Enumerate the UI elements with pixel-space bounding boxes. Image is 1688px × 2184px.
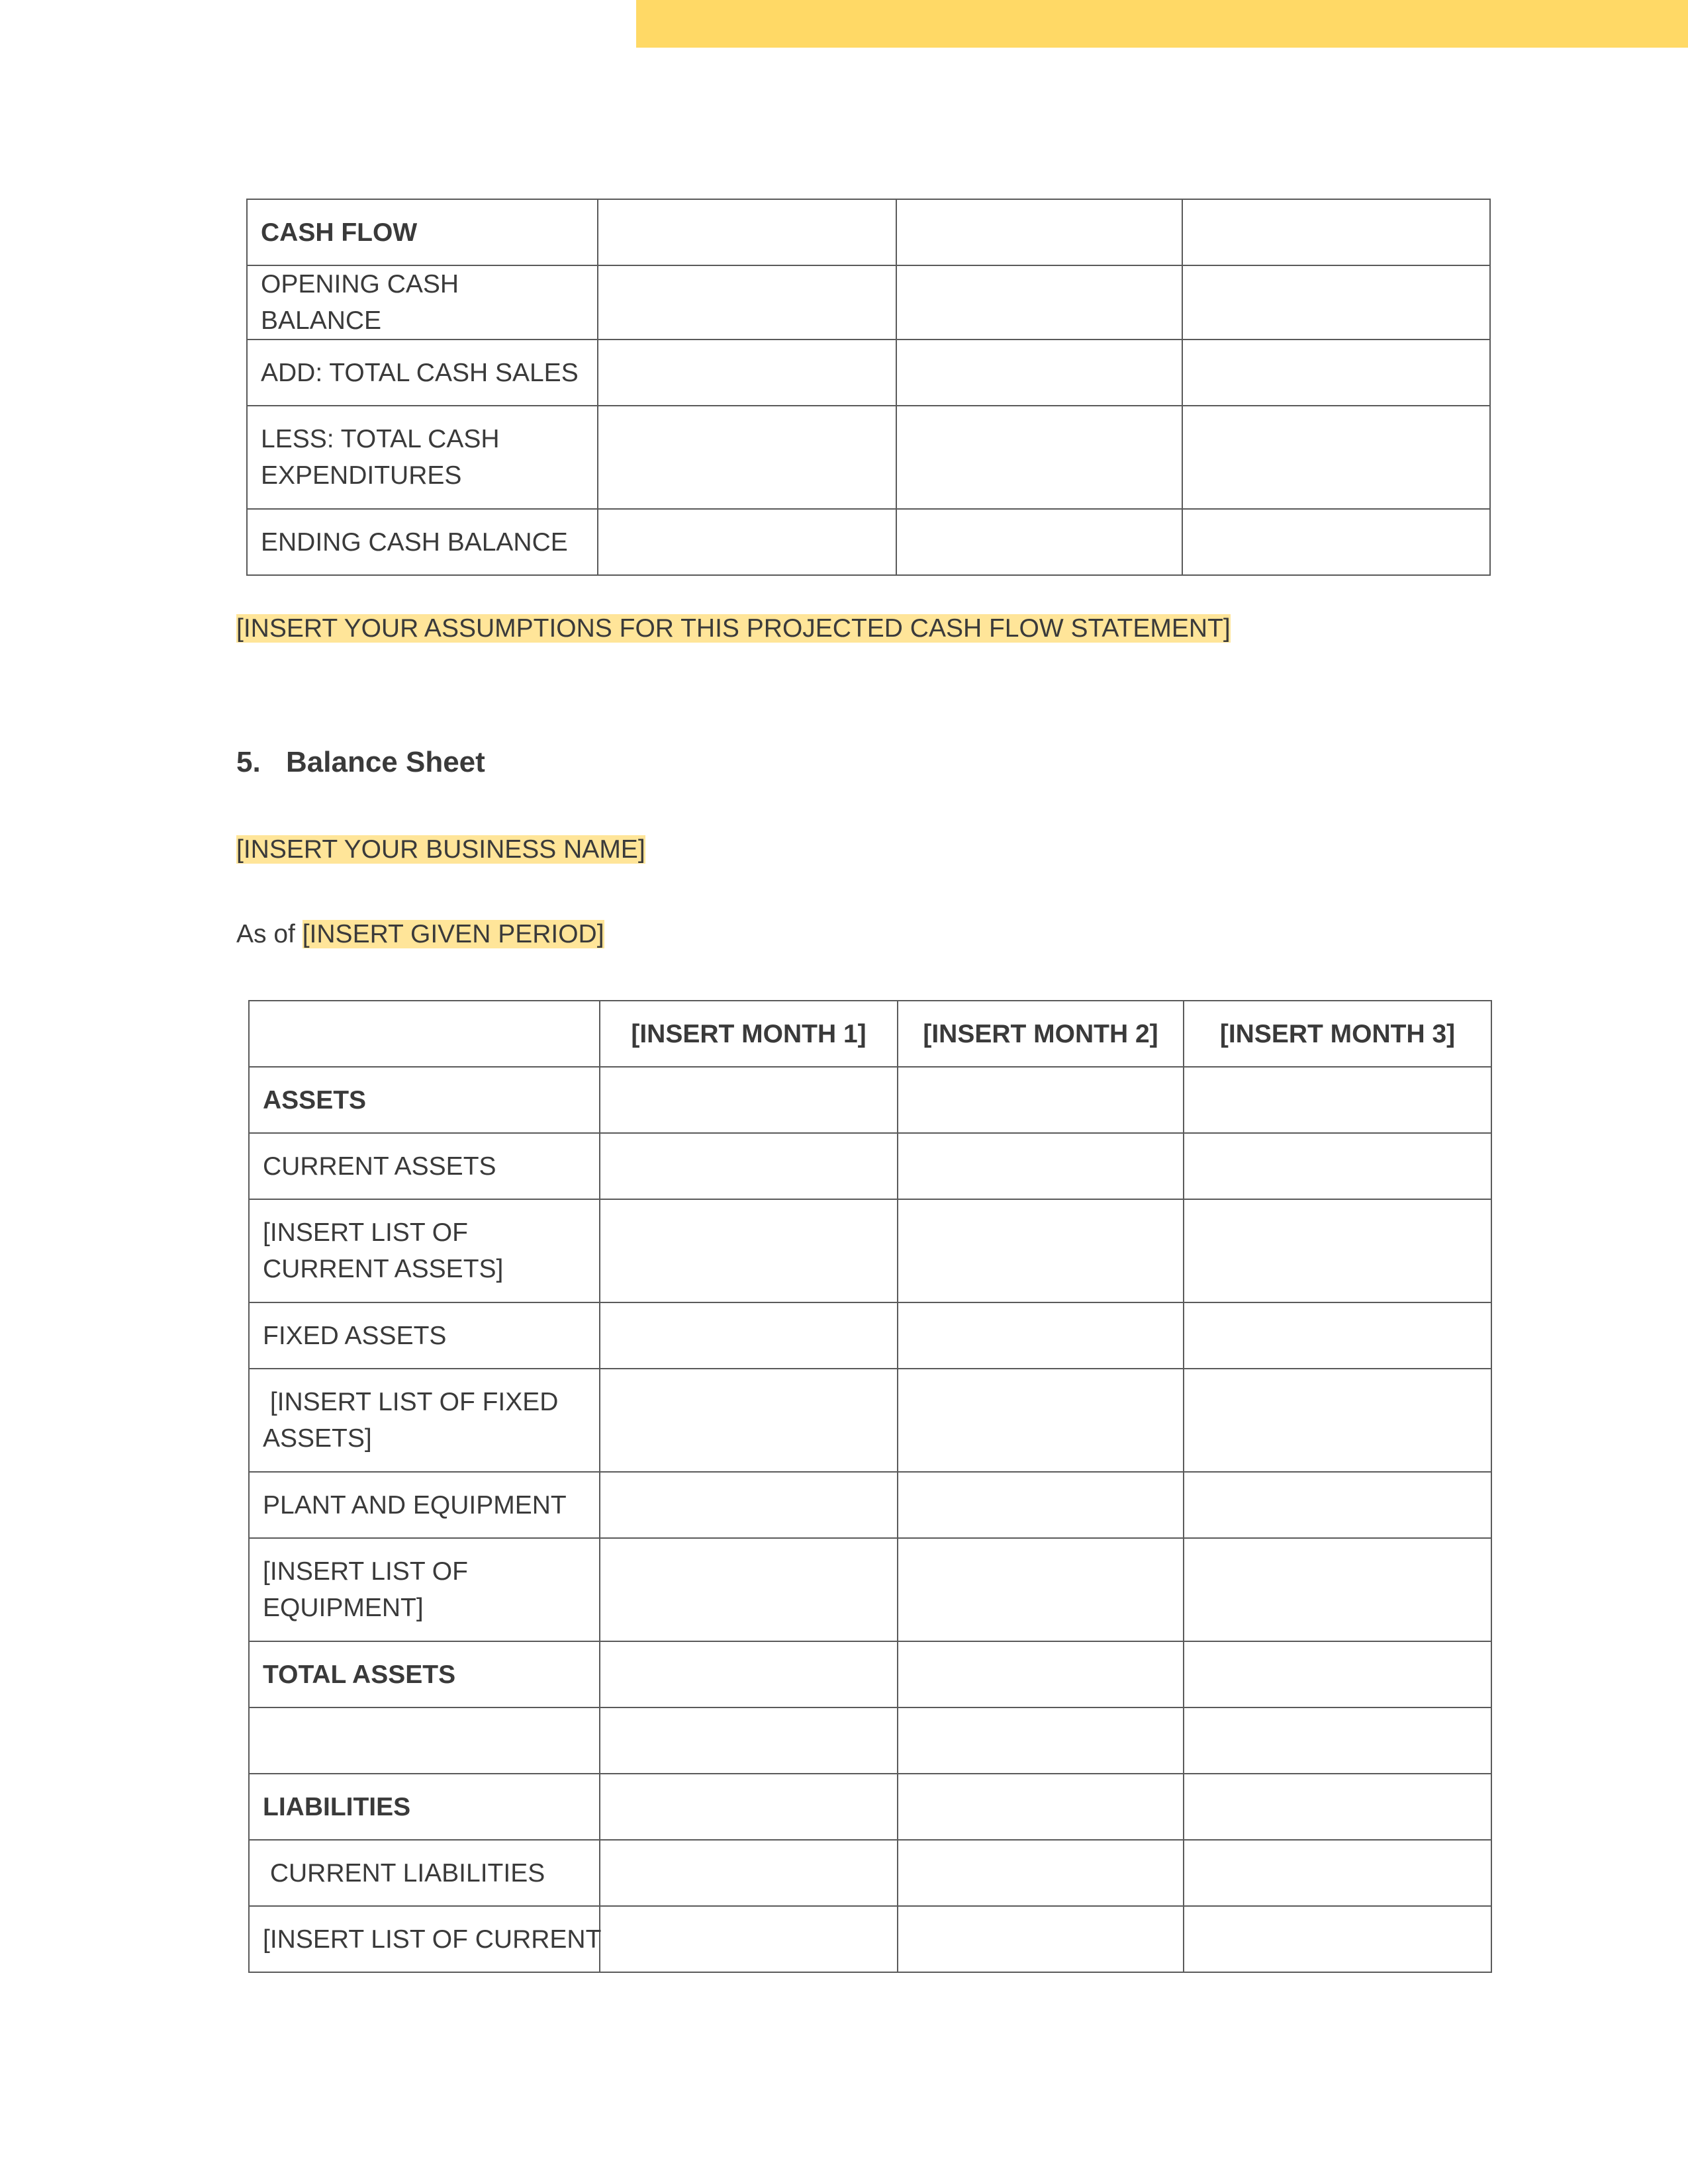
table-row: [249, 1067, 1491, 1133]
table-row: [249, 1369, 1491, 1472]
section-title: Balance Sheet: [286, 746, 485, 778]
row-label: ASSETS: [249, 1067, 600, 1133]
table-row: [249, 1472, 1491, 1538]
table-row: [247, 199, 1490, 265]
value-cell: [896, 340, 1182, 406]
value-cell: [1184, 1472, 1491, 1538]
row-label: PLANT AND EQUIPMENT: [249, 1472, 600, 1538]
value-cell: [600, 1199, 898, 1302]
value-cell: [598, 509, 896, 575]
table-row: [249, 1302, 1491, 1369]
row-label: FIXED ASSETS: [249, 1302, 600, 1369]
value-cell: [1184, 1906, 1491, 1972]
value-cell: [898, 1067, 1184, 1133]
value-cell: [898, 1906, 1184, 1972]
assumptions-placeholder: [236, 610, 1231, 647]
value-cell: [898, 1774, 1184, 1840]
table-row: [249, 1199, 1491, 1302]
value-cell: [1184, 1199, 1491, 1302]
value-cell: [898, 1133, 1184, 1199]
value-cell: [1184, 1133, 1491, 1199]
section-heading: [236, 744, 485, 780]
value-cell: [898, 1840, 1184, 1906]
table-row: [247, 406, 1490, 509]
value-cell: [1182, 509, 1490, 575]
cash-flow-table: [246, 199, 1491, 576]
value-cell: [896, 509, 1182, 575]
row-label: TOTAL ASSETS: [249, 1641, 600, 1707]
value-cell: [600, 1906, 898, 1972]
section-number: 5.: [236, 746, 261, 778]
value-cell: [1182, 340, 1490, 406]
value-cell: [600, 1538, 898, 1641]
value-cell: [898, 1369, 1184, 1472]
value-cell: [600, 1840, 898, 1906]
as-of-prefix: As of: [236, 920, 303, 948]
column-header: [INSERT MONTH 3]: [1184, 1001, 1491, 1067]
row-label: CURRENT ASSETS: [249, 1133, 600, 1199]
value-cell: [898, 1472, 1184, 1538]
balance-sheet-table: [248, 1000, 1492, 1973]
value-cell: [1184, 1774, 1491, 1840]
table-row: [247, 265, 1490, 340]
assumptions-highlight: [INSERT YOUR ASSUMPTIONS FOR THIS PROJECTED CASH FLOW STATEMENT]: [236, 614, 1231, 643]
value-cell: [898, 1641, 1184, 1707]
table-header-row: [249, 1001, 1491, 1067]
table-row: [249, 1133, 1491, 1199]
table-row: [249, 1840, 1491, 1906]
table-row: [249, 1906, 1491, 1972]
business-name-placeholder: [236, 831, 645, 868]
decorative-header-bar: [636, 0, 1688, 48]
value-cell: [896, 199, 1182, 265]
business-name-highlight: [INSERT YOUR BUSINESS NAME]: [236, 835, 645, 864]
row-label: CASH FLOW: [247, 199, 598, 265]
as-of-line: [236, 916, 604, 952]
value-cell: [600, 1641, 898, 1707]
table-row: [249, 1707, 1491, 1774]
row-label: [INSERT LIST OF CURRENT: [249, 1906, 600, 1972]
value-cell: [600, 1133, 898, 1199]
period-placeholder: [INSERT GIVEN PERIOD]: [302, 920, 604, 948]
column-header: [INSERT MONTH 1]: [600, 1001, 898, 1067]
value-cell: [1182, 265, 1490, 340]
column-header: [INSERT MONTH 2]: [898, 1001, 1184, 1067]
row-label: ADD: TOTAL CASH SALES: [247, 340, 598, 406]
row-label: LESS: TOTAL CASH EXPENDITURES: [247, 406, 598, 509]
row-label: [INSERT LIST OF EQUIPMENT]: [249, 1538, 600, 1641]
value-cell: [1184, 1369, 1491, 1472]
value-cell: [898, 1199, 1184, 1302]
value-cell: [600, 1067, 898, 1133]
value-cell: [898, 1707, 1184, 1774]
value-cell: [1184, 1302, 1491, 1369]
value-cell: [898, 1538, 1184, 1641]
row-label: ENDING CASH BALANCE: [247, 509, 598, 575]
row-label: [INSERT LIST OF FIXED ASSETS]: [249, 1369, 600, 1472]
row-label: LIABILITIES: [249, 1774, 600, 1840]
table-row: [249, 1641, 1491, 1707]
row-label: [249, 1707, 600, 1774]
value-cell: [1182, 406, 1490, 509]
value-cell: [598, 265, 896, 340]
value-cell: [598, 340, 896, 406]
value-cell: [896, 406, 1182, 509]
value-cell: [896, 265, 1182, 340]
value-cell: [1184, 1840, 1491, 1906]
value-cell: [1184, 1067, 1491, 1133]
value-cell: [1184, 1707, 1491, 1774]
value-cell: [600, 1369, 898, 1472]
table-row: [247, 509, 1490, 575]
value-cell: [1182, 199, 1490, 265]
value-cell: [600, 1302, 898, 1369]
column-header: [249, 1001, 600, 1067]
value-cell: [598, 406, 896, 509]
table-row: [249, 1538, 1491, 1641]
row-label: OPENING CASH BALANCE: [247, 265, 598, 340]
row-label: [INSERT LIST OF CURRENT ASSETS]: [249, 1199, 600, 1302]
value-cell: [1184, 1641, 1491, 1707]
value-cell: [600, 1774, 898, 1840]
table-row: [249, 1774, 1491, 1840]
value-cell: [598, 199, 896, 265]
value-cell: [1184, 1538, 1491, 1641]
row-label: CURRENT LIABILITIES: [249, 1840, 600, 1906]
value-cell: [898, 1302, 1184, 1369]
value-cell: [600, 1472, 898, 1538]
value-cell: [600, 1707, 898, 1774]
table-row: [247, 340, 1490, 406]
